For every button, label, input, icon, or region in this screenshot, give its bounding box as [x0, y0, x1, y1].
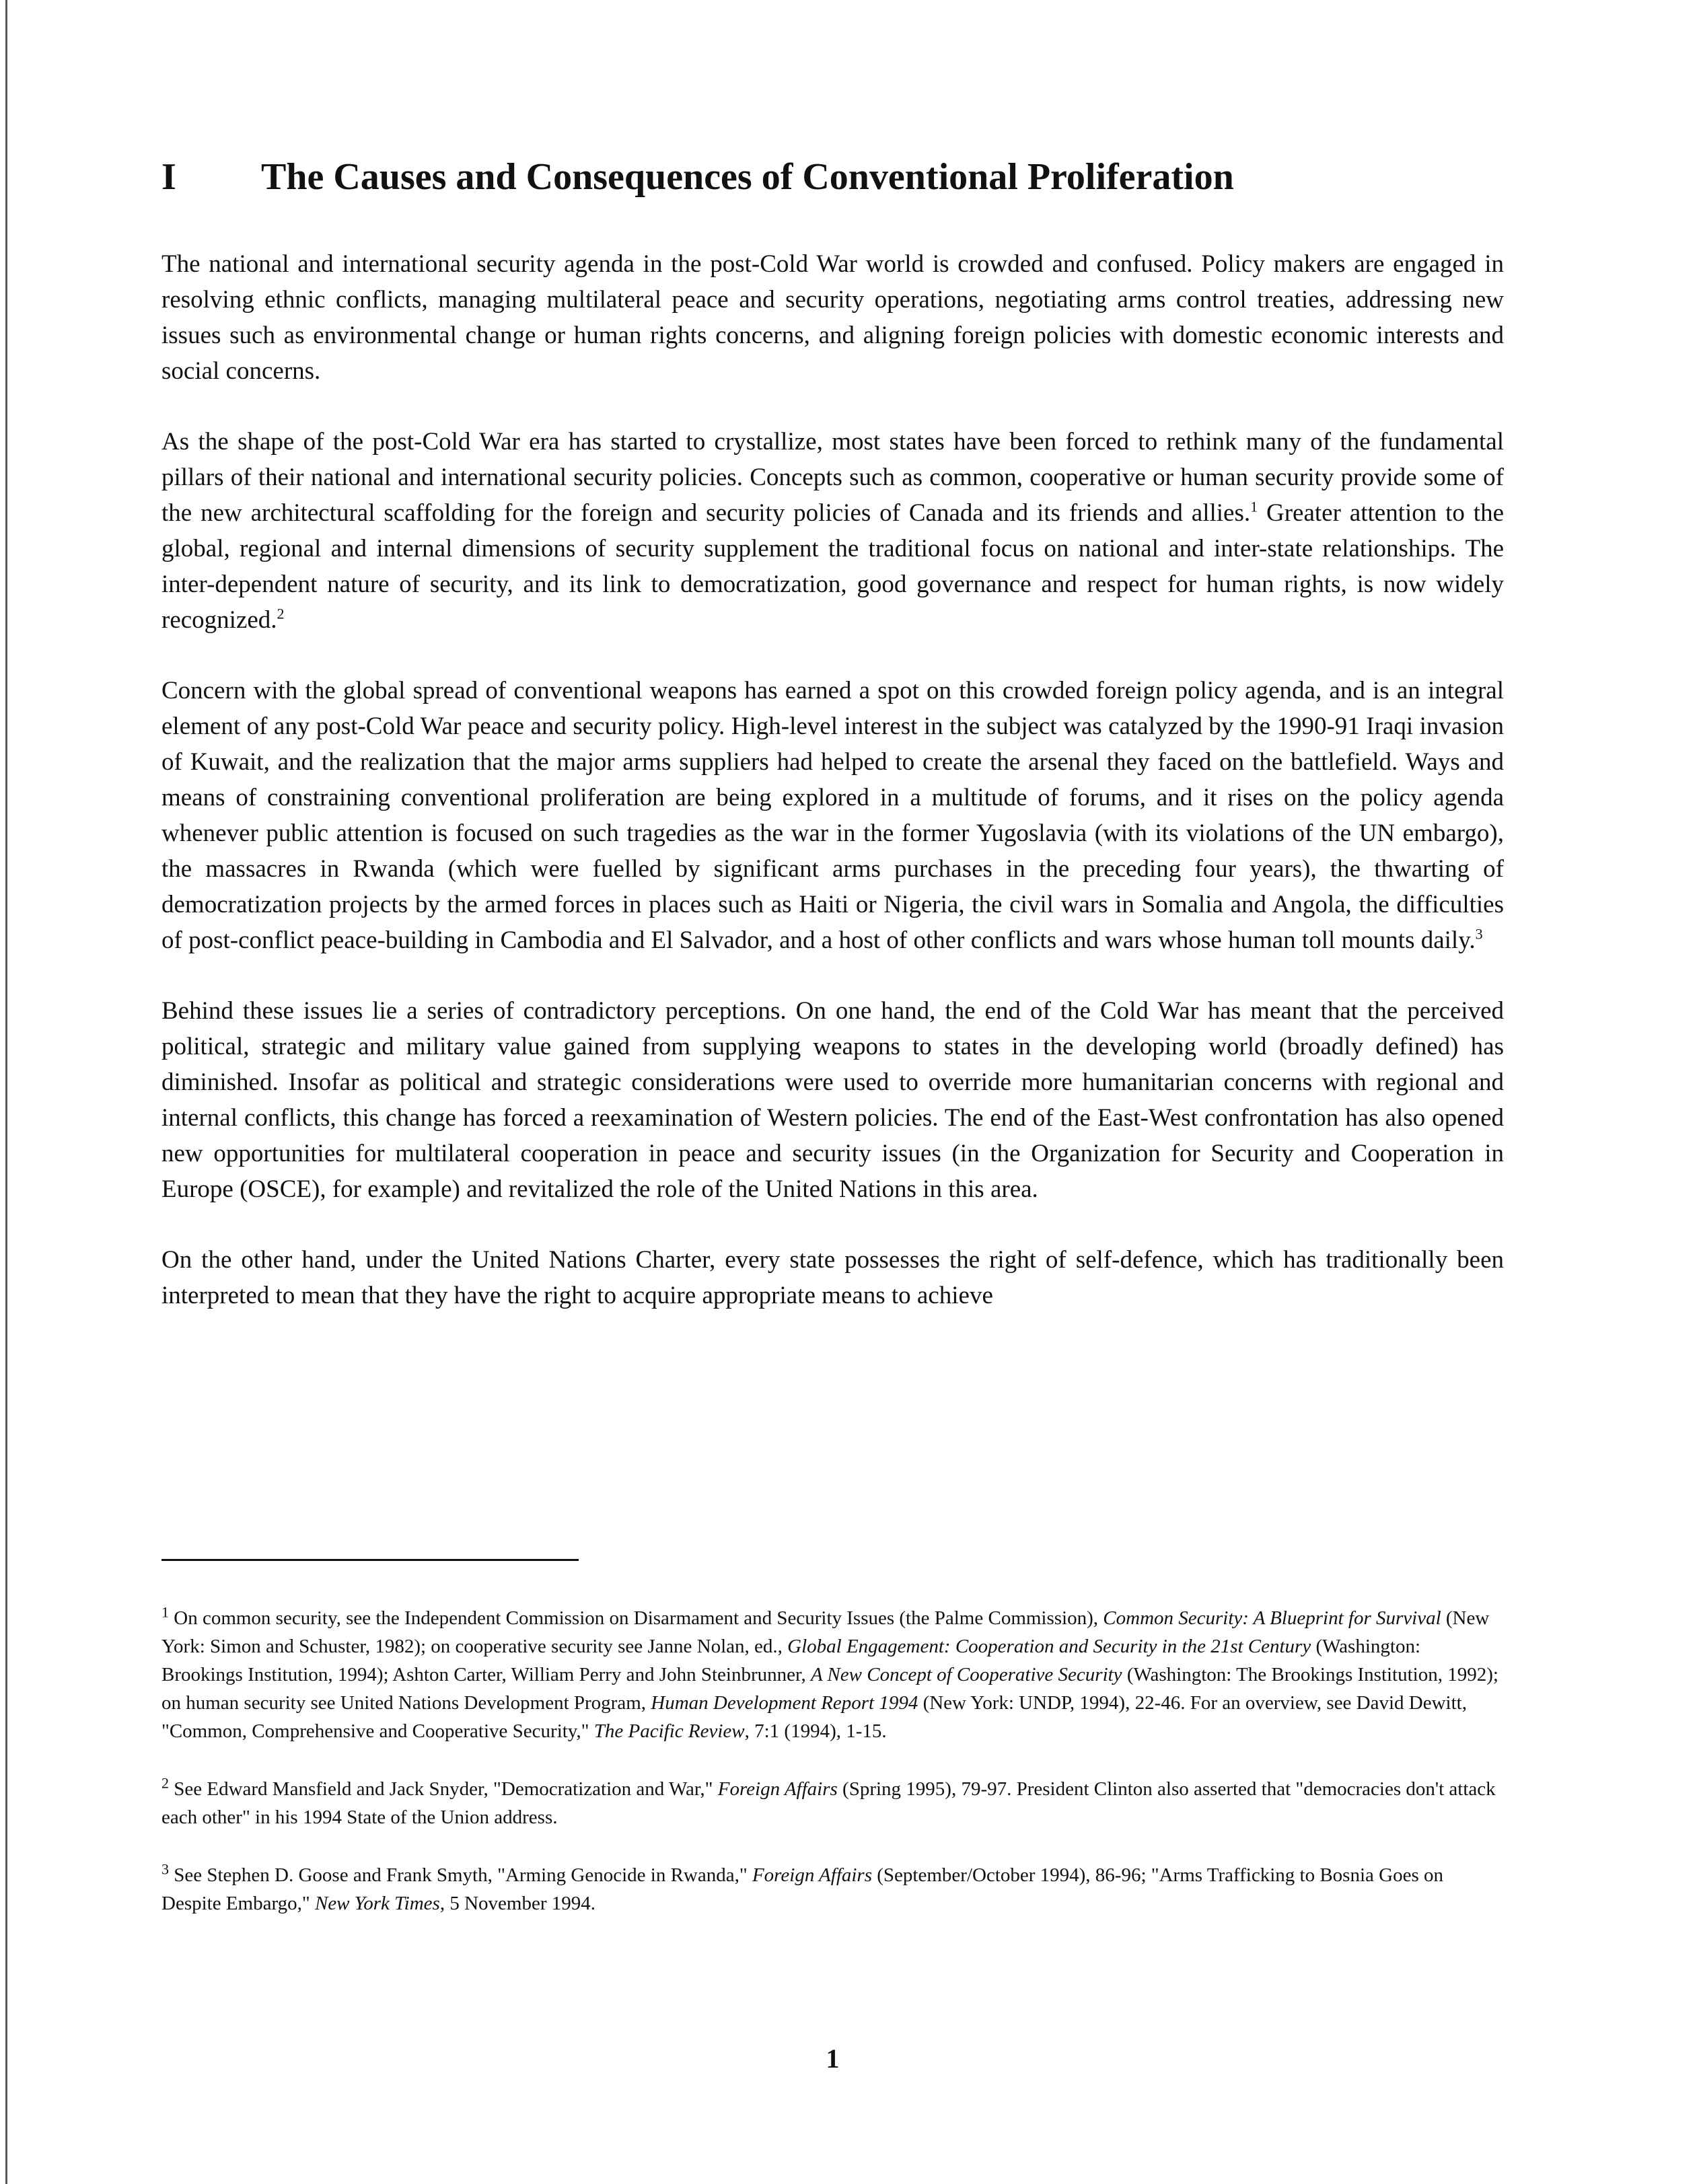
footnote-2	[161, 1775, 1504, 1831]
footnote-1-title: The Pacific Review	[593, 1720, 745, 1742]
chapter-number: I	[161, 156, 176, 198]
footnote-1-title: A New Concept of Cooperative Security	[810, 1664, 1122, 1685]
chapter-title: The Causes and Consequences of Conventional Proliferation	[261, 156, 1234, 198]
footnote-2-title: Foreign Affairs	[717, 1778, 838, 1800]
document-page	[161, 0, 1507, 2184]
footnote-ref-1[interactable]: 1	[1250, 498, 1258, 515]
footnote-3-text: See Stephen D. Goose and Frank Smyth, "Arming Genocide in Rwanda,"	[174, 1864, 752, 1886]
footnote-divider	[161, 1559, 579, 1561]
footnote-3	[161, 1861, 1504, 1918]
footnote-1-text: (Washington: Brookings Institution, 1994); Ashton Carter, William Perry and John Steinbrunner,	[161, 1636, 1421, 1685]
footnote-1-text: On common security, see the Independent Commission on Disarmament and Security Issues (the Palme Commission),	[174, 1607, 1104, 1629]
paragraph-4	[161, 993, 1504, 1207]
footnote-1-text: , 7:1 (1994), 1-15.	[744, 1720, 887, 1742]
footnote-1-text: (New York: UNDP, 1994), 22-46. For an overview, see David Dewitt, "Common, Comprehensive and Cooperative Security,"	[161, 1692, 1467, 1742]
footnote-2-number: 2	[161, 1774, 169, 1792]
footnote-1-text: (Washington: The Brookings Institution, 1992); on human security see United Nations Development Program,	[161, 1664, 1498, 1714]
footnote-1-title: Common Security: A Blueprint for Survival	[1103, 1607, 1441, 1629]
footnote-3-title: Foreign Affairs	[752, 1864, 873, 1886]
footnote-2-text: (Spring 1995), 79-97. President Clinton also asserted that "democracies don't attack each other" in his 1994 State of the Union address.	[161, 1778, 1496, 1828]
body-text	[161, 246, 1504, 1348]
paragraph-5	[161, 1242, 1504, 1313]
footnote-3-text: , 5 November 1994.	[439, 1893, 595, 1914]
paragraph-2	[161, 424, 1504, 638]
footnote-3-text: (September/October 1994), 86-96; "Arms Trafficking to Bosnia Goes on Despite Embargo,"	[161, 1864, 1443, 1914]
paragraph-4-text: Behind these issues lie a series of contradictory perceptions. On one hand, the end of the Cold War has meant that the perceived political, strategic and military value gained from supplying weapons to states in the developing world (broadly defined) has diminished. Insofar as political and strategic considerations were used to override more humanitarian concerns with regional and internal conflicts, this change has forced a reexamination of Western policies. The end of the East-West confrontation has also opened new opportunities for multilateral cooperation in peace and security issues (in the Organization for Security and Cooperation in Europe (OSCE), for example) and revitalized the role of the United Nations in this area.	[161, 997, 1504, 1203]
paragraph-3-text: Concern with the global spread of conventional weapons has earned a spot on this crowded foreign policy agenda, and is an integral element of any post-Cold War peace and security policy. High-level interest in the subject was catalyzed by the 1990-91 Iraqi invasion of Kuwait, and the realization that the major arms suppliers had helped to create the arsenal they faced on the battlefield. Ways and means of constraining conventional proliferation are being explored in a multitude of forums, and it rises on the policy agenda whenever public attention is focused on such tragedies as the war in the former Yugoslavia (with its violations of the UN embargo), the massacres in Rwanda (which were fuelled by significant arms purchases in the preceding four years), the thwarting of democratization projects by the armed forces in places such as Haiti or Nigeria, the civil wars in Somalia and Angola, the difficulties of post-conflict peace-building in Cambodia and El Salvador, and a host of other conflicts and wars whose human toll mounts daily.	[161, 677, 1504, 954]
paragraph-2-text-a: As the shape of the post-Cold War era has started to crystallize, most states have been forced to rethink many of the fundamental pillars of their national and international security policies. Concepts such as common, cooperative or human security provide some of the new architectural scaffolding for the foreign and security policies of Canada and its friends and allies.	[161, 428, 1504, 527]
paragraph-3	[161, 673, 1504, 958]
footnote-1-title: Global Engagement: Cooperation and Security in the 21st Century	[787, 1636, 1311, 1657]
footnote-3-title: New York Times	[314, 1893, 440, 1914]
footnote-ref-2[interactable]: 2	[277, 605, 285, 622]
paragraph-5-text: On the other hand, under the United Nations Charter, every state possesses the right of self-defence, which has traditionally been interpreted to mean that they have the right to acquire appropriate means to achieve	[161, 1246, 1504, 1309]
footnote-1-number: 1	[161, 1603, 169, 1621]
footnote-1-text: (New York: Simon and Schuster, 1982); on cooperative security see Janne Nolan, ed.,	[161, 1607, 1490, 1657]
footnote-ref-3[interactable]: 3	[1475, 925, 1483, 943]
page-number: 1	[826, 2043, 840, 2074]
footnotes	[161, 1604, 1504, 1947]
footnote-3-number: 3	[161, 1860, 169, 1878]
footnote-2-text: See Edward Mansfield and Jack Snyder, "Democratization and War,"	[174, 1778, 718, 1800]
paragraph-1	[161, 246, 1504, 389]
footnote-1	[161, 1604, 1504, 1745]
chapter-heading	[161, 153, 1507, 201]
scan-edge-line	[5, 0, 7, 2184]
footnote-1-title: Human Development Report 1994	[651, 1692, 918, 1714]
paragraph-2-text-b: Greater attention to the global, regional and internal dimensions of security supplement the traditional focus on national and inter-state relationships. The inter-dependent nature of security, and its link to democratization, good governance and respect for human rights, is now widely recognized.	[161, 499, 1504, 634]
paragraph-1-text: The national and international security agenda in the post-Cold War world is crowded and confused. Policy makers are engaged in resolving ethnic conflicts, managing multilateral peace and security operations, negotiating arms control treaties, addressing new issues such as environmental change or human rights concerns, and aligning foreign policies with domestic economic interests and social concerns.	[161, 250, 1504, 385]
